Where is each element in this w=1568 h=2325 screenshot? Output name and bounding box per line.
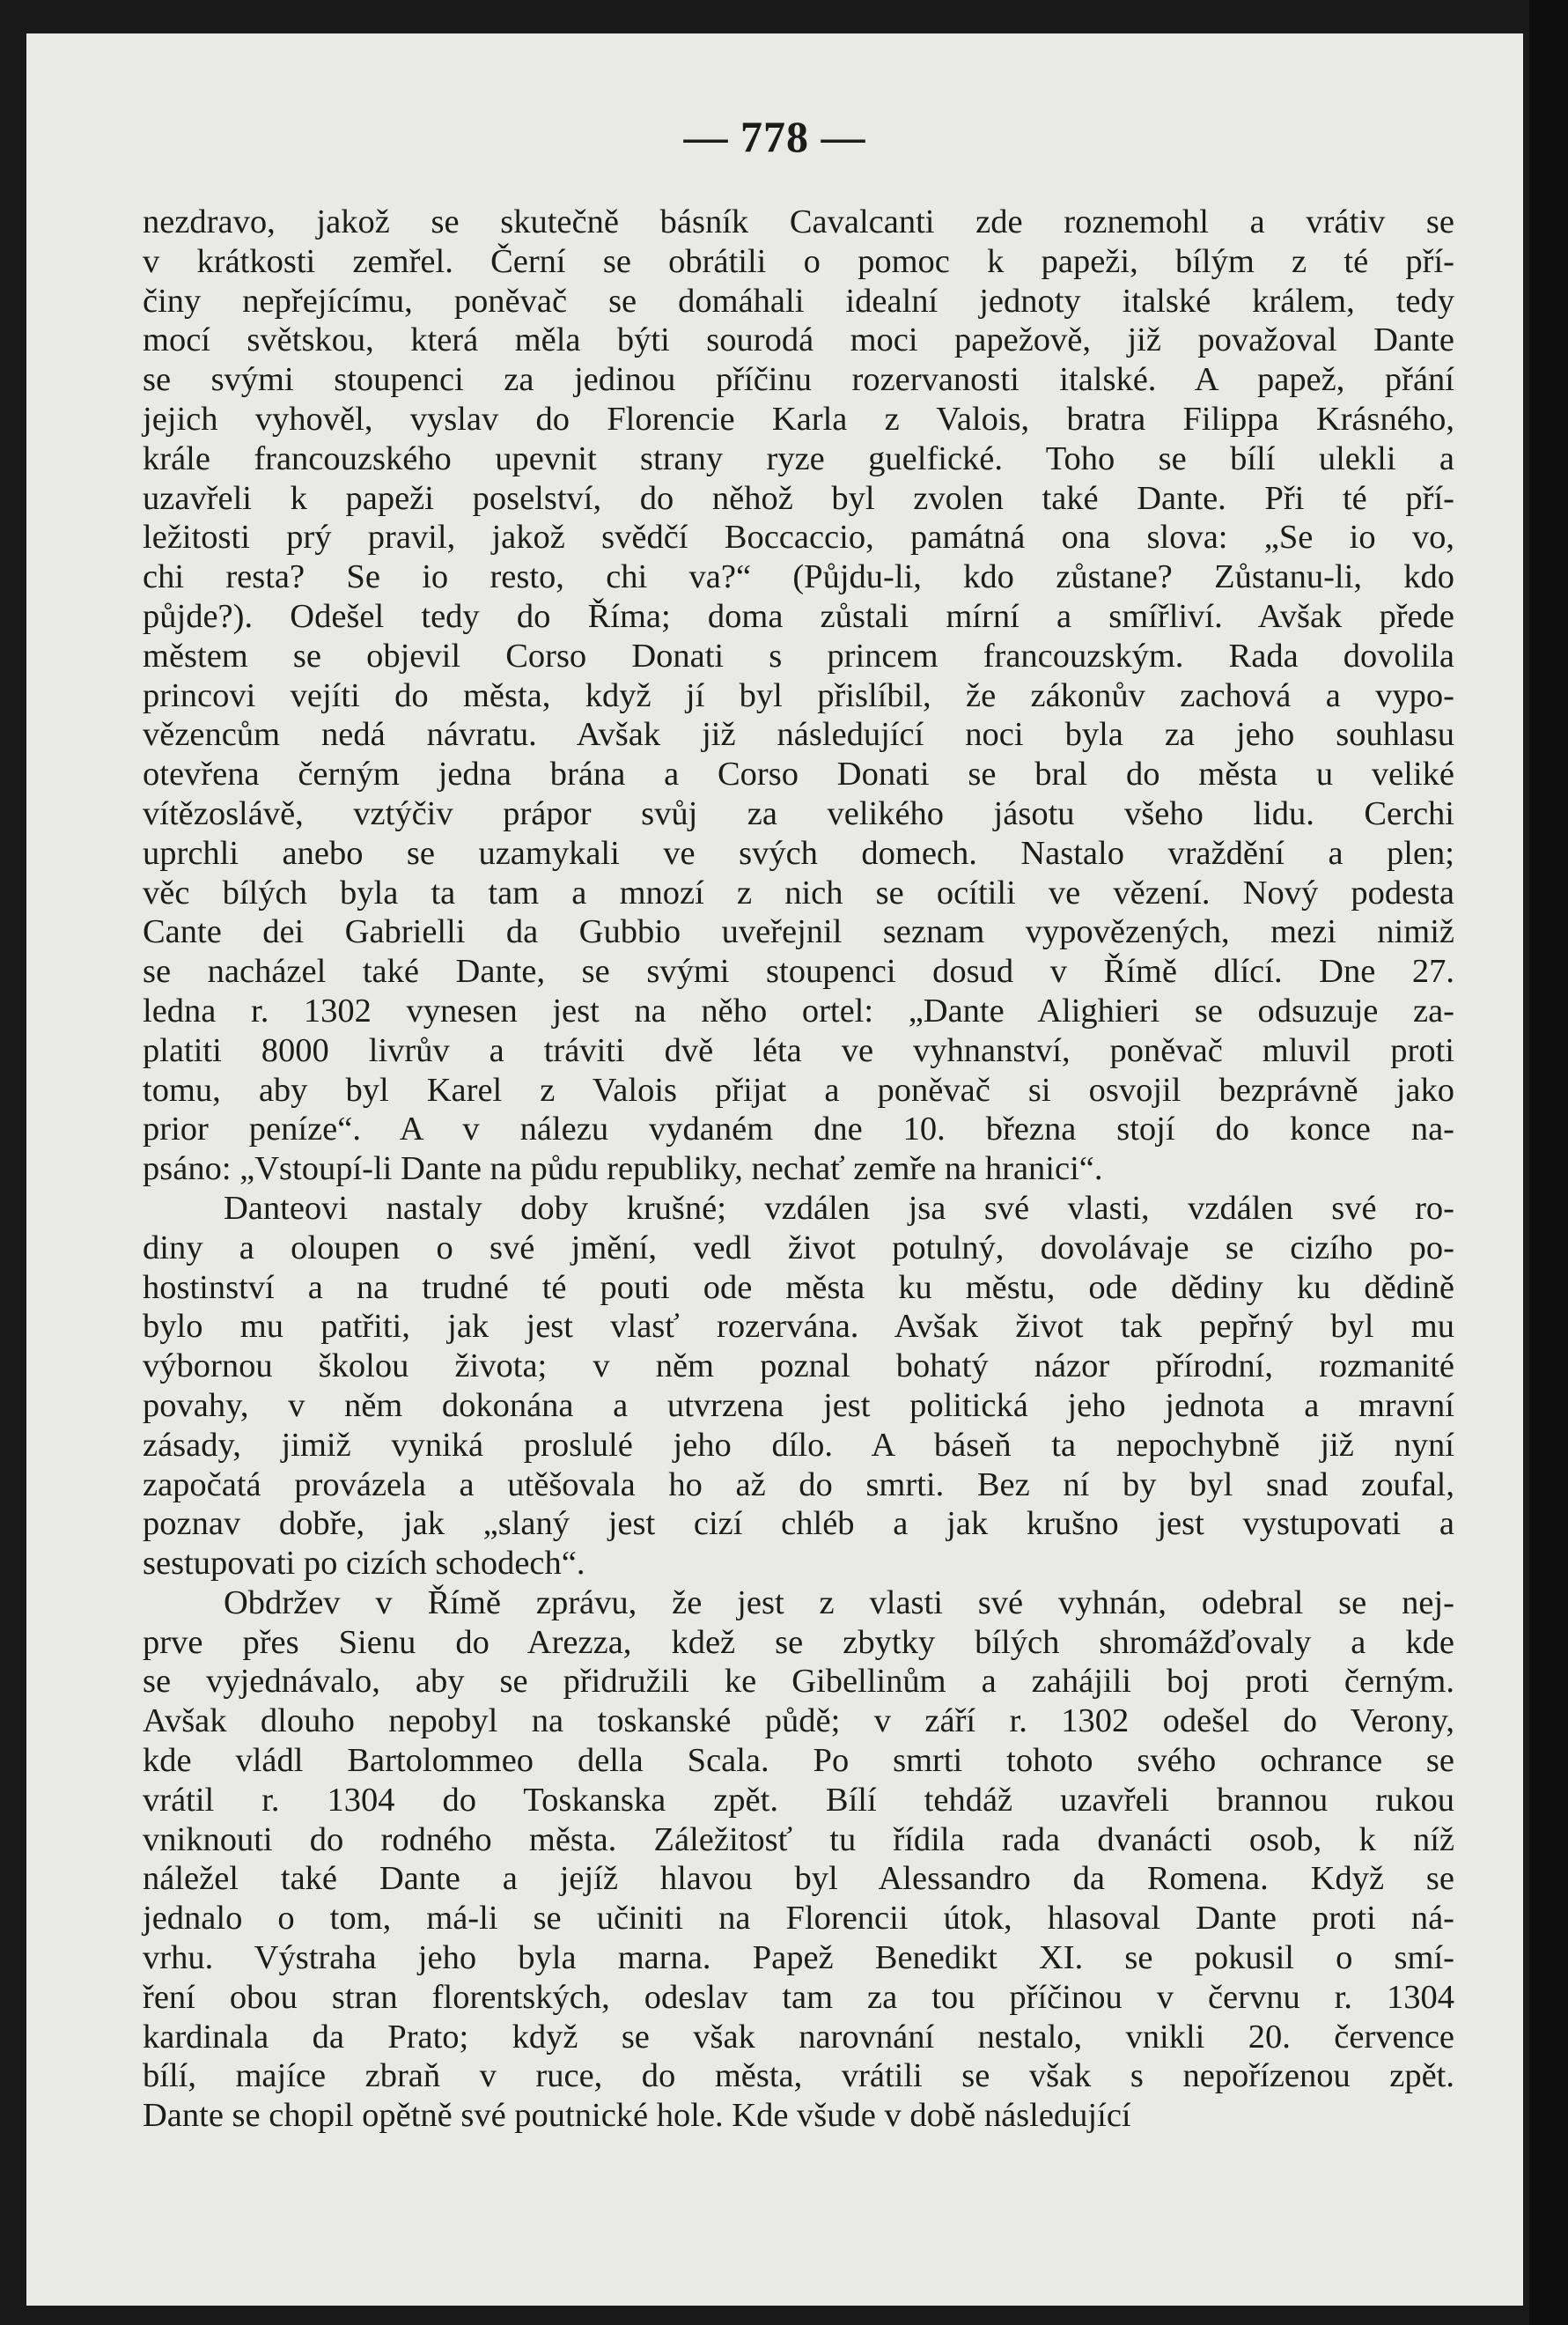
text-line: prior peníze“. A v nálezu vydaném dne 10. března stojí do konce na- [143, 1111, 1454, 1148]
text-line: psáno: „Vstoupí-li Dante na půdu republiky, nechať zemře na hranici“. [143, 1150, 1103, 1188]
text-line: princovi vejíti do města, když jí byl přislíbil, že zákonův zachová a vypo- [143, 676, 1454, 714]
text-line: poznav dobře, jak „slaný jest cizí chléb a jak krušno jest vystupovati a [143, 1505, 1454, 1543]
page-number: — 778 — [683, 112, 866, 161]
text-line: Danteovi nastaly doby krušné; vzdálen jsa své vlasti, vzdálen své ro- [224, 1189, 1454, 1227]
text-line: bílí, majíce zbraň v ruce, do města, vrátili se však s nepořízenou zpět. [143, 2057, 1454, 2095]
text-line: ledna r. 1302 vynesen jest na něho ortel: „Dante Alighieri se odsuzuje za- [143, 992, 1454, 1030]
text-line: nezdravo, jakož se skutečně básník Cavalcanti zde roznemohl a vrátiv se [143, 203, 1454, 240]
text-line: věc bílých byla ta tam a mnozí z nich se ocítili ve vězení. Nový podesta [143, 874, 1454, 912]
text-line: hostinství a na trudné té pouti ode města ku městu, ode dědiny ku dědině [143, 1268, 1454, 1306]
text-line: v krátkosti zemřel. Černí se obrátili o pomoc k papeži, bílým z té pří- [143, 242, 1454, 280]
paragraph [143, 1189, 1454, 1583]
text-line: platiti 8000 livrův a tráviti dvě léta ve vyhnanství, poněvač mluvil proti [143, 1031, 1454, 1069]
text-line: krále francouzského upevnit strany ryze guelfické. Toho se bílí ulekli a [143, 439, 1454, 477]
text-line: se nacházel také Dante, se svými stoupenci dosud v Římě dlící. Dne 27. [143, 953, 1454, 991]
text-line: činy nepřejícímu, poněvač se domáhali idealní jednoty italské králem, tedy [143, 282, 1454, 320]
text-line: výbornou školou života; v něm poznal bohatý názor přírodní, rozmanité [143, 1347, 1454, 1385]
text-line: půjde?). Odešel tedy do Říma; doma zůstali mírní a smířliví. Avšak přede [143, 597, 1454, 635]
text-line: bylo mu patřiti, jak jest vlasť rozervána. Avšak život tak pepřný byl mu [143, 1308, 1454, 1346]
text-line: uprchli anebo se uzamykali ve svých domech. Nastalo vraždění a plen; [143, 834, 1454, 872]
paragraph [143, 203, 1454, 1189]
text-line: vniknouti do rodného města. Záležitosť tu řídila rada dvanácti osob, k níž [143, 1820, 1454, 1858]
text-line: zásady, jimiž vyniká proslulé jeho dílo. A báseň ta nepochybně již nyní [143, 1426, 1454, 1464]
text-line: prve přes Sienu do Arezza, kdež se zbytky bílých shromážďovaly a kde [143, 1623, 1454, 1661]
text-line: městem se objevil Corso Donati s princem francouzským. Rada dovolila [143, 637, 1454, 675]
text-line: vrhu. Výstraha jeho byla marna. Papež Benedikt XI. se pokusil o smí- [143, 1939, 1454, 1977]
text-line: tomu, aby byl Karel z Valois přijat a poněvač si osvojil bezprávně jako [143, 1071, 1454, 1109]
body-text [143, 203, 1454, 2136]
text-line: Obdržev v Římě zprávu, že jest z vlasti své vyhnán, odebral se nej- [224, 1583, 1454, 1621]
text-line: chi resta? Se io resto, chi va?“ (Půjdu-li, kdo zůstane? Zůstanu-li, kdo [143, 558, 1454, 596]
text-line: se svými stoupenci za jedinou příčinu rozervanosti italské. A papež, přání [143, 361, 1454, 399]
text-line: Dante se chopil opětně své poutnické hole. Kde všude v době následující [143, 2097, 1131, 2135]
text-line: kde vládl Bartolommeo della Scala. Po smrti tohoto svého ochrance se [143, 1742, 1454, 1780]
text-line: Avšak dlouho nepobyl na toskanské půdě; v září r. 1302 odešel do Verony, [143, 1702, 1454, 1740]
text-line: vítězoslávě, vztýčiv prápor svůj za velikého jásotu všeho lidu. Cerchi [143, 794, 1454, 832]
book-page [26, 33, 1523, 2306]
text-line: vězencům nedá návratu. Avšak již následující noci byla za jeho souhlasu [143, 716, 1454, 754]
text-line: sestupovati po cizích schodech“. [143, 1545, 585, 1583]
text-line: kardinala da Prato; když se však narovnání nestalo, vnikli 20. července [143, 2018, 1454, 2056]
text-line: diny a oloupen o své jmění, vedl život potulný, dovolávaje se cizího po- [143, 1229, 1454, 1266]
text-line: jednalo o tom, má-li se učiniti na Florencii útok, hlasoval Dante proti ná- [143, 1900, 1454, 1938]
text-line: náležel také Dante a jejíž hlavou byl Alessandro da Romena. Když se [143, 1860, 1454, 1898]
text-line: otevřena černým jedna brána a Corso Donati se bral do města u veliké [143, 756, 1454, 793]
text-line: započatá provázela a utěšovala ho až do smrti. Bez ní by byl snad zoufal, [143, 1465, 1454, 1503]
text-line: povahy, v něm dokonána a utvrzena jest politická jeho jednota a mravní [143, 1386, 1454, 1424]
text-line: jejich vyhověl, vyslav do Florencie Karla z Valois, bratra Filippa Krásného, [143, 400, 1454, 438]
text-line: mocí světskou, která měla býti sourodá moci papežově, již považoval Dante [143, 321, 1454, 359]
text-line: ření obou stran florentských, odeslav tam za tou příčinou v červnu r. 1304 [143, 1978, 1454, 2016]
text-line: Cante dei Gabrielli da Gubbio uveřejnil seznam vypovězených, mezi nimiž [143, 913, 1454, 951]
text-line: vrátil r. 1304 do Toskanska zpět. Bílí tehdáž uzavřeli brannou rukou [143, 1781, 1454, 1819]
text-line: se vyjednávalo, aby se přidružili ke Gibellinům a zahájili boj proti černým. [143, 1663, 1454, 1701]
text-line: ležitosti prý pravil, jakož svědčí Boccaccio, památná ona slova: „Se io vo, [143, 519, 1454, 557]
text-line: uzavřeli k papeži poselství, do něhož byl zvolen také Dante. Při té pří- [143, 479, 1454, 517]
scan-edge [1529, 0, 1568, 2325]
paragraph [143, 1583, 1454, 2136]
